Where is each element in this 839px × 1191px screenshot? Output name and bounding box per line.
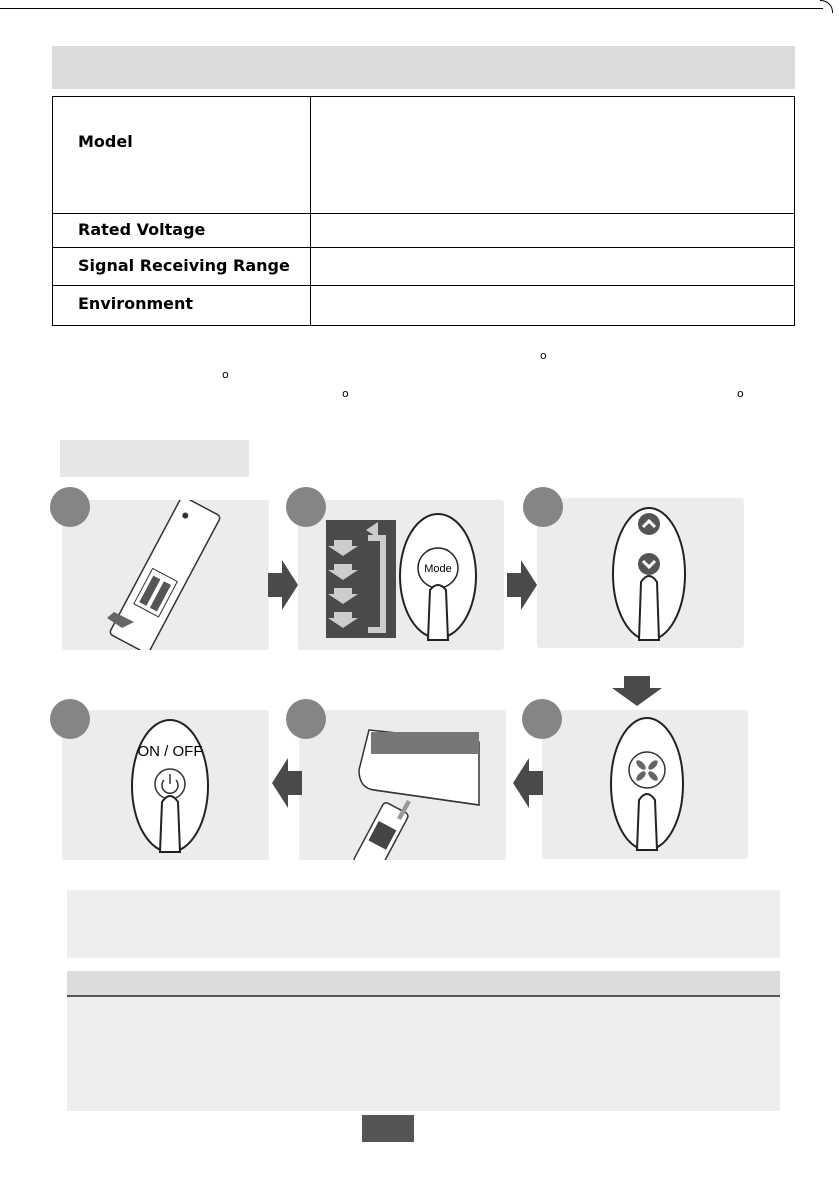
top-rule-corner — [820, 0, 833, 13]
spec-label-signal-range: Signal Receiving Range — [78, 256, 290, 275]
top-rule — [0, 8, 823, 9]
caution-header — [67, 971, 780, 997]
spec-label-model: Model — [78, 132, 133, 151]
step-badge-1 — [50, 487, 90, 527]
step-badge-5 — [286, 699, 326, 739]
spec-divider — [310, 286, 311, 325]
spec-divider — [310, 97, 311, 213]
spec-row-rated-voltage — [53, 213, 794, 247]
power-button-illustration — [62, 710, 269, 860]
degree-mark: o — [737, 387, 744, 400]
step4-panel — [542, 710, 748, 859]
step-badge-3 — [523, 487, 563, 527]
step3-panel — [537, 498, 744, 648]
power-button-label: ON / OFF — [137, 743, 203, 760]
spec-divider — [310, 248, 311, 285]
step2-panel — [298, 500, 504, 650]
mode-button-label: Mode — [424, 563, 452, 575]
spec-label-environment: Environment — [78, 294, 194, 313]
temperature-buttons-illustration — [537, 498, 744, 648]
note-box — [67, 890, 780, 958]
step-badge-2 — [286, 487, 326, 527]
remote-pointing-illustration — [299, 710, 506, 860]
degree-mark: o — [342, 387, 349, 400]
spec-label-rated-voltage: Rated Voltage — [78, 220, 206, 239]
steps-section-label — [60, 440, 249, 477]
degree-mark: o — [540, 349, 547, 362]
arrow-right-icon — [507, 560, 537, 610]
remote-battery-illustration — [62, 500, 269, 650]
arrow-down-icon — [612, 676, 662, 706]
spec-row-environment — [53, 285, 794, 325]
fan-button-illustration — [542, 710, 748, 859]
mode-select-illustration — [298, 500, 504, 650]
arrow-left-icon — [513, 758, 543, 808]
caution-box — [67, 971, 780, 1111]
spec-divider — [310, 214, 311, 247]
spec-row-signal-range — [53, 247, 794, 285]
arrow-left-icon — [272, 758, 302, 808]
page-number-tab — [362, 1115, 414, 1142]
arrow-right-icon — [268, 560, 298, 610]
step5-panel — [299, 710, 506, 860]
degree-mark: o — [222, 368, 229, 381]
section-title-bar — [52, 46, 795, 89]
step1-panel — [62, 500, 269, 650]
step6-panel — [62, 710, 269, 860]
step-badge-4 — [522, 699, 562, 739]
step-badge-6 — [50, 699, 90, 739]
spec-row-model — [53, 97, 794, 213]
spec-table — [52, 96, 795, 326]
